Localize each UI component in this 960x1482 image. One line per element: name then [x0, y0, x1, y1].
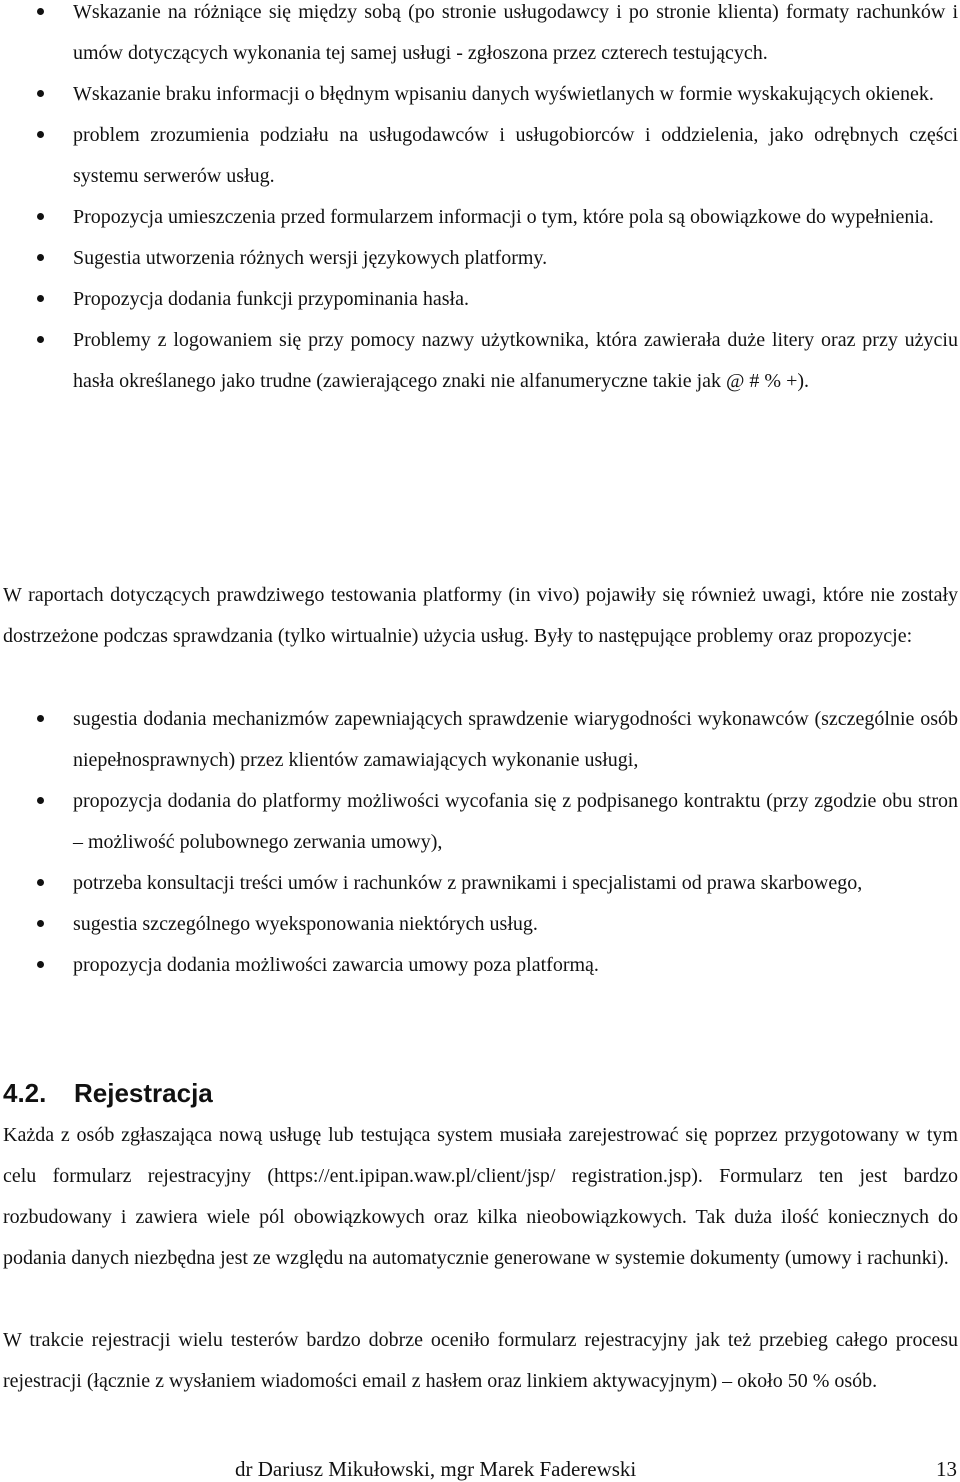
paragraph-registration: Każda z osób zgłaszająca nową usługę lub testująca system musiała zarejestrować się poprzez przygotowany w tym celu formularz rejestracyjny (https://ent.ipipan.waw.pl/client/jsp/ registration.jsp). Formularz ten jest bardzo rozbudowany i zawiera wiele pól obowiązkowych oraz kilka nieobowiązkowych. Tak duża ilość koniecznych do podania danych niezbędna jest ze względu na automatycznie generowane w systemie dokumenty (umowy i rachunki).	[3, 1124, 958, 1269]
bullet-icon	[37, 213, 44, 220]
issues-list	[0, 0, 960, 402]
section-heading	[3, 1073, 213, 1113]
list-item: sugestia szczególnego wyeksponowania niektórych usług.	[0, 904, 960, 945]
list-item: potrzeba konsultacji treści umów i rachunków z prawnikami i specjalistami od prawa skarbowego,	[0, 863, 960, 904]
list-item: Wskazanie braku informacji o błędnym wpisaniu danych wyświetlanych w formie wyskakujących okienek.	[0, 74, 960, 115]
bullet-icon	[37, 295, 44, 302]
page-number: 13	[936, 1457, 957, 1481]
bullet-icon	[37, 715, 44, 722]
bullet-icon	[37, 920, 44, 927]
bullet-icon	[37, 8, 44, 15]
list-item: Sugestia utworzenia różnych wersji językowych platformy.	[0, 238, 960, 279]
section-number: 4.2.	[3, 1078, 47, 1108]
page-footer	[0, 1456, 960, 1482]
problems-list	[0, 699, 960, 986]
section-title: Rejestracja	[74, 1078, 213, 1108]
list-item: propozycja dodania możliwości zawarcia umowy poza platformą.	[0, 945, 960, 986]
bullet-icon	[37, 336, 44, 343]
bullet-icon	[37, 961, 44, 968]
bullet-icon	[37, 254, 44, 261]
bullet-icon	[37, 131, 44, 138]
list-item: propozycja dodania do platformy możliwości wycofania się z podpisanego kontraktu (przy zgodzie obu stron – możliwość polubownego zerwania umowy),	[0, 781, 960, 863]
bullet-icon	[37, 90, 44, 97]
bullet-icon	[37, 879, 44, 886]
footer-authors: dr Dariusz Mikułowski, mgr Marek Faderewski	[235, 1457, 637, 1481]
list-item: Wskazanie na różniące się między sobą (po stronie usługodawcy i po stronie klienta) formaty rachunków i umów dotyczących wykonania tej samej usługi - zgłoszona przez czterech testujących.	[0, 0, 960, 74]
list-item: Propozycja dodania funkcji przypominania hasła.	[0, 279, 960, 320]
list-item: Propozycja umieszczenia przed formularzem informacji o tym, które pola są obowiązkowe do wypełnienia.	[0, 197, 960, 238]
paragraph-reports: W raportach dotyczących prawdziwego testowania platformy (in vivo) pojawiły się również uwagi, które nie zostały dostrzeżone podczas sprawdzania (tylko wirtualnie) użycia usług. Były to następujące problemy oraz propozycje:	[3, 584, 958, 647]
bullet-icon	[37, 797, 44, 804]
list-item: sugestia dodania mechanizmów zapewniających sprawdzenie wiarygodności wykonawców (szczególnie osób niepełnosprawnych) przez klientów zamawiających wykonanie usługi,	[0, 699, 960, 781]
paragraph-registration-feedback: W trakcie rejestracji wielu testerów bardzo dobrze oceniło formularz rejestracyjny jak też przebieg całego procesu rejestracji (łącznie z wysłaniem wiadomości email z hasłem oraz linkiem aktywacyjnym) – około 50 % osób.	[3, 1329, 958, 1392]
list-item: Problemy z logowaniem się przy pomocy nazwy użytkownika, która zawierała duże litery oraz przy użyciu hasła określanego jako trudne (zawierającego znaki nie alfanumeryczne takie jak @ # % +).	[0, 320, 960, 402]
list-item: problem zrozumienia podziału na usługodawców i usługobiorców i oddzielenia, jako odrębnych części systemu serwerów usług.	[0, 115, 960, 197]
